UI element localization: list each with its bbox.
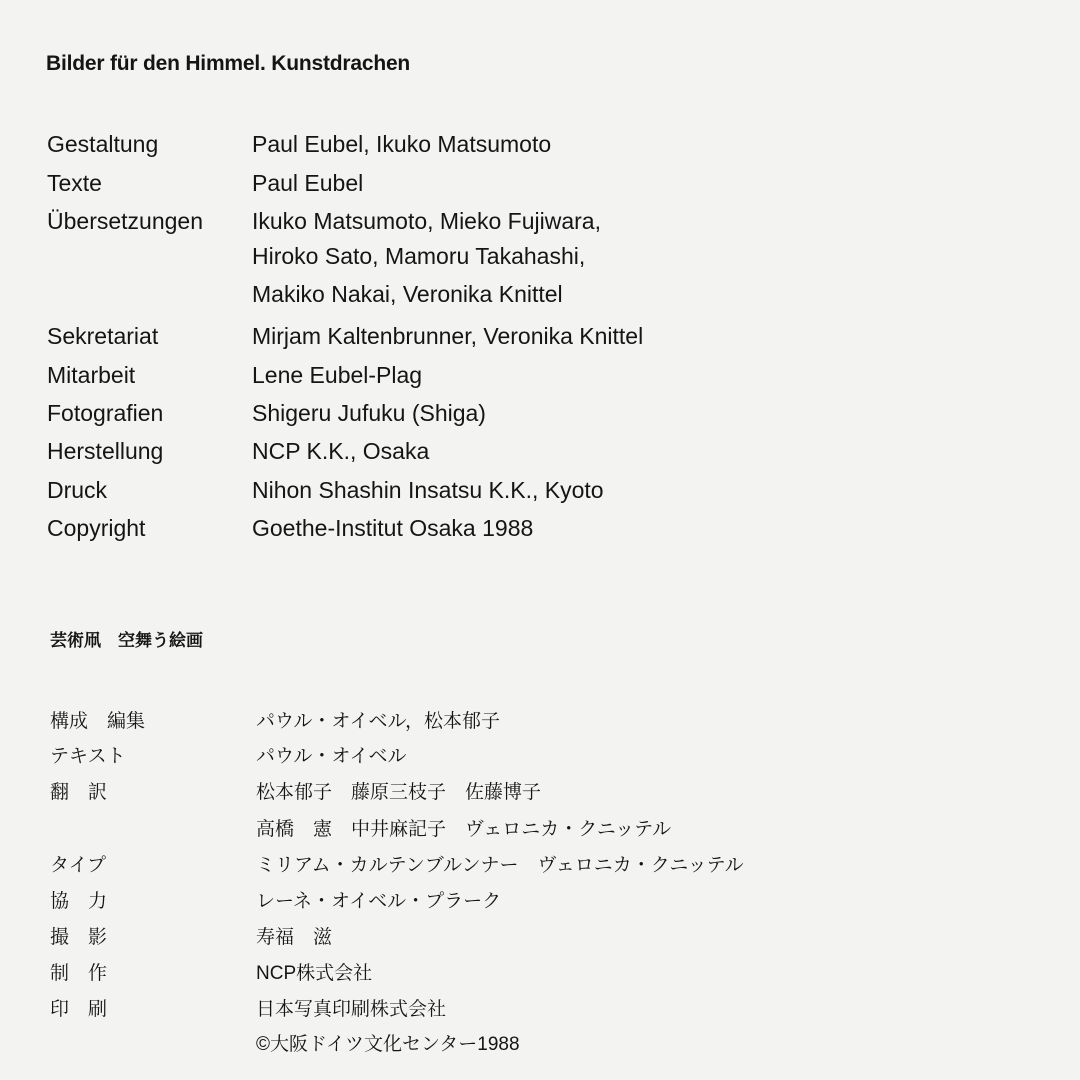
credit-row [0,886,1080,920]
credit-value: Shigeru Jufuku (Shiga) [252,400,486,426]
credit-value: Nihon Shashin Insatsu K.K., Kyoto [252,477,604,503]
credit-value: Goethe-Institut Osaka 1988 [252,515,534,541]
credit-row [0,323,1080,361]
credit-label: 制 作 [50,963,108,984]
credit-label: Gestaltung [47,131,159,157]
credit-label: Mitarbeit [47,362,136,388]
credit-value: 日本写真印刷株式会社 [256,999,447,1020]
credit-row [0,814,1080,848]
credit-value: ©大阪ドイツ文化センター1988 [256,1034,520,1055]
german-title: Bilder für den Himmel. Kunstdrachen [46,52,411,75]
credit-value: Paul Eubel, Ikuko Matsumoto [252,131,552,157]
credit-label: 構成 編集 [50,711,146,732]
credit-value: Mirjam Kaltenbrunner, Veronika Knittel [252,323,644,349]
credit-row [0,994,1080,1028]
credit-row [0,281,1080,319]
credit-label: Fotografien [47,400,164,426]
credit-row [0,477,1080,515]
credit-row [0,400,1080,438]
japanese-title: 芸術凧 空舞う絵画 [50,631,203,650]
credit-row [0,922,1080,956]
credit-label: タイプ [50,855,107,876]
credit-label: 協 力 [50,891,108,912]
credit-label: Copyright [47,515,146,541]
credit-label: Übersetzungen [47,208,203,234]
credit-value: Paul Eubel [252,170,364,196]
credit-label: 翻 訳 [50,782,108,803]
credit-label: Druck [47,477,108,503]
credit-row [0,515,1080,553]
credit-row [0,850,1080,884]
credit-row [0,1029,1080,1063]
credit-row [0,243,1080,281]
credit-value: 高橋 憲 中井麻記子 ヴェロニカ・クニッテル [256,819,672,840]
credit-value: 松本郁子 藤原三枝子 佐藤博子 [256,782,542,803]
credit-label: 印 刷 [50,999,108,1020]
credit-row [0,958,1080,992]
credit-value: レーネ・オイベル・プラーク [256,891,502,912]
credit-row [0,438,1080,476]
credit-label: Herstellung [47,438,164,464]
credit-value: ミリアム・カルテンブルンナー ヴェロニカ・クニッテル [256,855,744,876]
credit-label: Texte [47,170,102,196]
credit-value: Hiroko Sato, Mamoru Takahashi, [252,243,586,269]
credit-row [0,706,1080,740]
credit-value: Lene Eubel-Plag [252,362,423,388]
credit-value: パウル・オイベル [256,746,407,767]
credit-value: NCP株式会社 [256,963,373,984]
credit-value: 寿福 滋 [256,927,333,948]
credit-value: Makiko Nakai, Veronika Knittel [252,281,563,307]
credit-value: NCP K.K., Osaka [252,438,430,464]
credit-row [0,741,1080,775]
credit-value: Ikuko Matsumoto, Mieko Fujiwara, [252,208,601,234]
credit-label: 撮 影 [50,927,108,948]
credit-row [0,208,1080,246]
credit-row [0,131,1080,169]
credit-row [0,170,1080,208]
credit-label: テキスト [50,746,126,767]
credit-label: Sekretariat [47,323,159,349]
credit-row [0,362,1080,400]
credit-row [0,777,1080,811]
credit-value: パウル・オイベル，松本郁子 [256,711,500,732]
